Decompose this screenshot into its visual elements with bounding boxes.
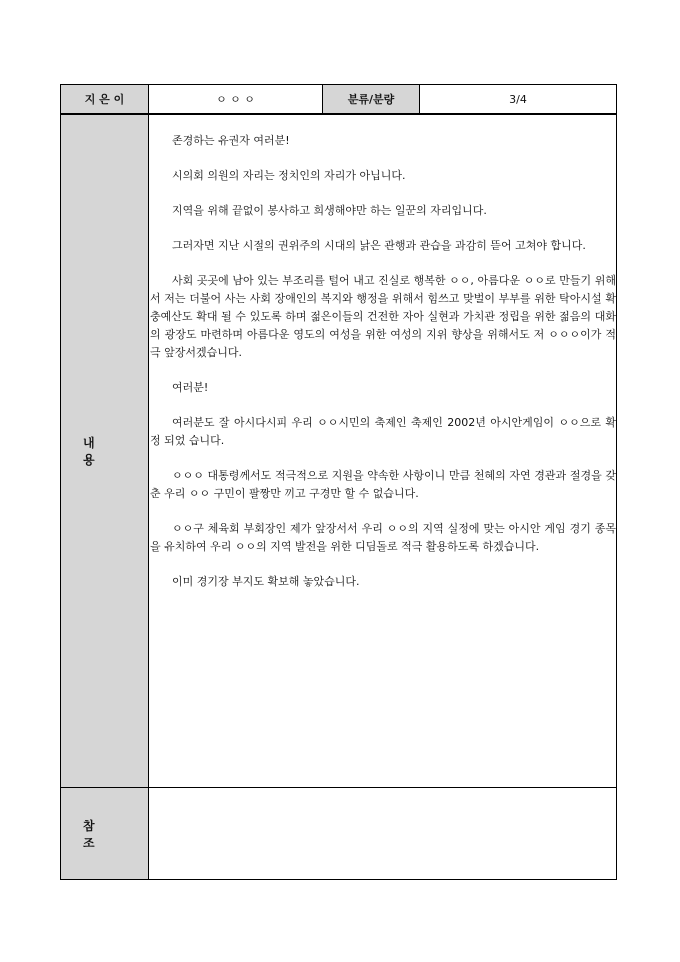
reference-body xyxy=(150,789,616,879)
author-value: ㅇ ㅇ ㅇ xyxy=(216,93,255,106)
paragraph: ㅇㅇ구 체육회 부회장인 제가 앞장서서 우리 ㅇㅇ의 지역 실정에 맞는 아시안 게임 경기 종목을 유치하여 우리 ㅇㅇ의 지역 발전을 위한 디딤돌로 적극 활용하도록 하겠습니다. xyxy=(150,522,616,553)
content-body xyxy=(150,116,616,786)
paragraph: 존경하는 유권자 여러분! xyxy=(172,134,290,147)
paragraph: 그러자면 지난 시절의 권위주의 시대의 낡은 관행과 관습을 과감히 뜯어 고쳐야 합니다. xyxy=(172,239,586,252)
category-value: 3/4 xyxy=(509,92,527,106)
category-label: 분류/분량 xyxy=(323,85,419,113)
paragraph: 시의회 의원의 자리는 정치인의 자리가 아닙니다. xyxy=(172,169,406,182)
author-label: 지 은 이 xyxy=(61,85,148,113)
paragraph: 이미 경기장 부지도 확보해 놓았습니다. xyxy=(172,575,360,588)
paragraph: 여러분! xyxy=(172,381,209,394)
paragraph: ㅇㅇㅇ 대통령께서도 적극적으로 지원을 약속한 사항이니 만큼 천혜의 자연 경관과 절경을 갖춘 우리 ㅇㅇ 구민이 팔짱만 끼고 구경만 할 수 없습니다. xyxy=(150,469,616,500)
reference-label: 참 조 xyxy=(61,788,148,879)
content-label: 내 용 xyxy=(61,115,148,787)
paragraph: 여러분도 잘 아시다시피 우리 ㅇㅇ시민의 축제인 축제인 2002년 아시안게임이 ㅇㅇ으로 확정 되었 습니다. xyxy=(150,416,616,447)
header-row xyxy=(61,85,616,115)
divider xyxy=(148,115,149,879)
paragraph: 지역을 위해 끝없이 봉사하고 희생해야만 하는 일꾼의 자리입니다. xyxy=(172,204,487,217)
paragraph: 사회 곳곳에 남아 있는 부조리를 털어 내고 진실로 행복한 ㅇㅇ, 아름다운 ㅇㅇ로 만들기 위해 서 저는 더불어 사는 사회 장애인의 복지와 행정을 위해서 힘쓰고 맞벌이 부부를 위한 탁아시설 확충예산도 확대 될 수 있도록 하며 젊은이들의 건전한 자아 실현과 가치관 정립을 위한 젊음의 대화의 광장도 마련하며 아름다운 영도의 여성을 위한 여성의 지위 향상을 위해서도 저 ㅇㅇㅇ이가 적극 앞장서겠습니다. xyxy=(150,274,616,359)
document-form xyxy=(60,84,617,880)
reference-divider xyxy=(61,787,616,788)
